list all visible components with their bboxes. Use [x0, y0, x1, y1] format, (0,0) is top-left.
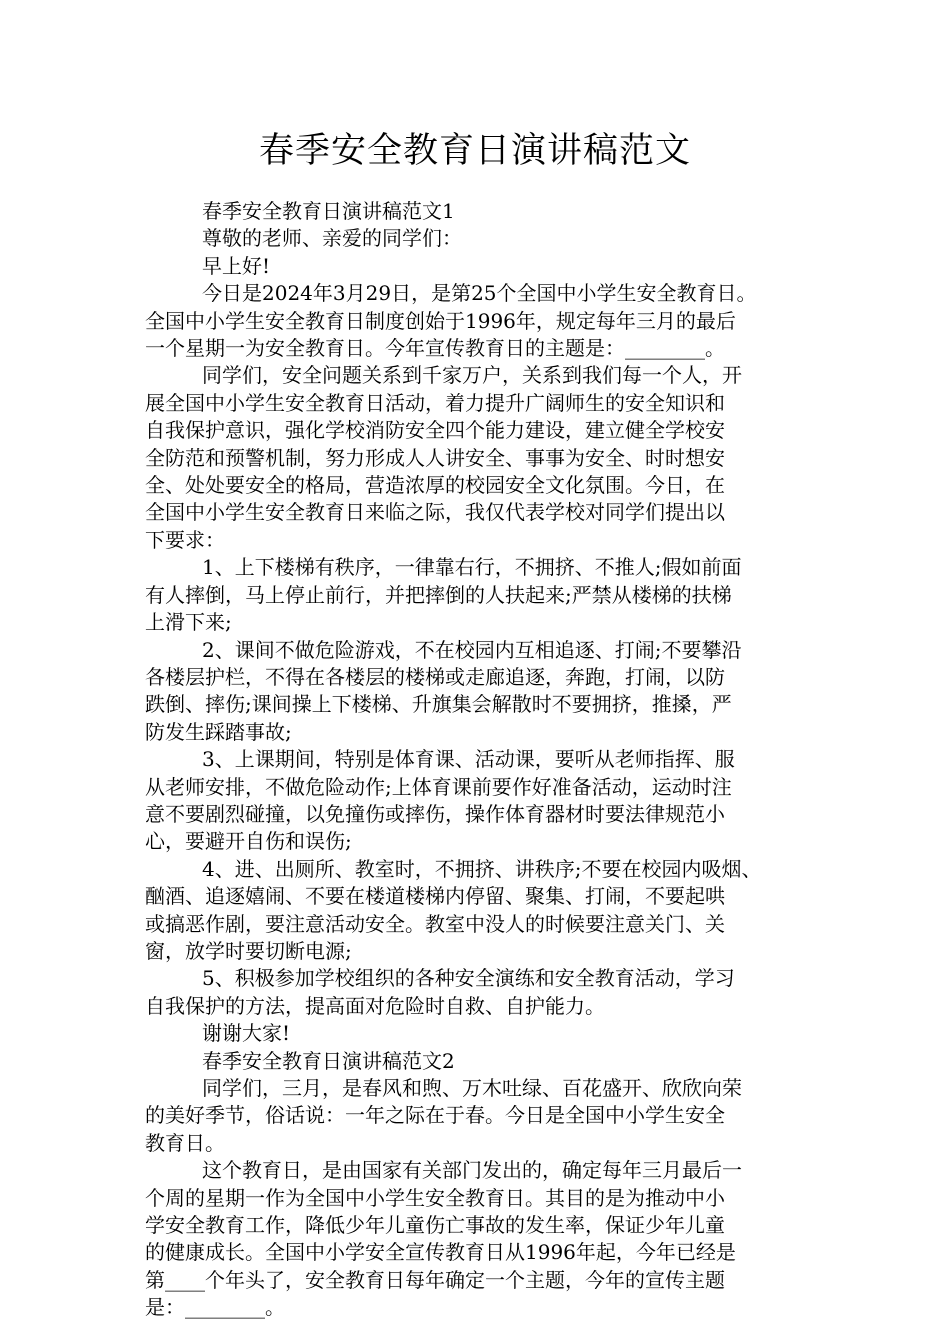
- text-line: 自我保护的方法，提高面对危险时自救、自护能力。: [145, 993, 605, 1018]
- text-line: 或搞恶作剧，要注意活动安全。教室中没人的时候要注意关门、关: [145, 911, 725, 936]
- text-line: 全、处处要安全的格局，营造浓厚的校园安全文化氛围。今日，在: [145, 473, 725, 498]
- text-line: 从老师安排，不做危险动作;上体育课前要作好准备活动，运动时注: [145, 774, 732, 799]
- text-line: 酗酒、追逐嬉闹、不要在楼道楼梯内停留、聚集、打闹，不要起哄: [145, 884, 725, 909]
- text-line: 是：________。: [145, 1295, 285, 1320]
- text-line: 的健康成长。全国中小学安全宣传教育日从1996年起，今年已经是: [145, 1240, 736, 1265]
- text-line: 心，要避开自伤和误伤;: [145, 829, 352, 854]
- text-line: 各楼层护栏，不得在各楼层的楼梯或走廊追逐，奔跑，打闹，以防: [145, 664, 725, 689]
- text-line: 全防范和预警机制，努力形成人人讲安全、事事为安全、时时想安: [145, 445, 725, 470]
- text-line: 的美好季节，俗话说：一年之际在于春。今日是全国中小学生安全: [145, 1103, 725, 1128]
- text-line: 早上好!: [202, 253, 271, 278]
- text-line: 第____个年头了，安全教育日每年确定一个主题，今年的宣传主题: [145, 1267, 725, 1292]
- text-line: 春季安全教育日演讲稿范文1: [202, 199, 455, 223]
- text-line: 春季安全教育日演讲稿范文2: [202, 1048, 455, 1073]
- text-line: 全国中小学生安全教育日制度创始于1996年，规定每年三月的最后: [145, 308, 736, 333]
- text-line: 3、上课期间，特别是体育课、活动课，要听从老师指挥、服: [202, 747, 735, 772]
- text-line: 有人摔倒，马上停止前行，并把摔倒的人扶起来;严禁从楼梯的扶梯: [145, 582, 732, 607]
- text-line: 一个星期一为安全教育日。今年宣传教育日的主题是：________。: [145, 336, 725, 361]
- text-line: 谢谢大家!: [202, 1021, 291, 1046]
- text-line: 窗，放学时要切断电源;: [145, 938, 352, 963]
- text-line: 4、进、出厕所、教室时，不拥挤、讲秩序;不要在校园内吸烟、: [202, 856, 762, 881]
- text-line: 防发生踩踏事故;: [145, 719, 292, 744]
- text-line: 个周的星期一作为全国中小学生安全教育日。其目的是为推动中小: [145, 1185, 725, 1210]
- text-line: 上滑下来;: [145, 610, 232, 635]
- text-line: 跌倒、摔伤;课间操上下楼梯、升旗集会解散时不要拥挤，推搡，严: [145, 692, 732, 717]
- text-line: 今日是2024年3月29日，是第25个全国中小学生安全教育日。: [202, 281, 757, 306]
- text-line: 同学们，安全问题关系到千家万户，关系到我们每一个人，开: [202, 363, 742, 388]
- text-line: 尊敬的老师、亲爱的同学们：: [202, 226, 462, 251]
- document-body: [145, 198, 810, 1322]
- text-line: 下要求：: [145, 527, 225, 552]
- text-line: 2、课间不做危险游戏，不在校园内互相追逐、打闹;不要攀沿: [202, 637, 742, 662]
- text-line: 学安全教育工作，降低少年儿童伤亡事故的发生率，保证少年儿童: [145, 1213, 725, 1238]
- text-line: 意不要剧烈碰撞，以免撞伤或摔伤，操作体育器材时要法律规范小: [145, 801, 725, 826]
- document-title: 春季安全教育日演讲稿范文: [258, 131, 691, 171]
- text-line: 教育日。: [145, 1130, 225, 1155]
- text-line: 这个教育日，是由国家有关部门发出的，确定每年三月最后一: [202, 1158, 742, 1183]
- text-line: 自我保护意识，强化学校消防安全四个能力建设，建立健全学校安: [145, 418, 725, 443]
- text-line: 5、积极参加学校组织的各种安全演练和安全教育活动，学习: [202, 966, 735, 991]
- text-line: 展全国中小学生安全教育日活动，着力提升广阔师生的安全知识和: [145, 390, 725, 415]
- text-line: 全国中小学生安全教育日来临之际，我仅代表学校对同学们提出以: [145, 500, 725, 525]
- text-line: 同学们，三月，是春风和煦、万木吐绿、百花盛开、欣欣向荣: [202, 1076, 742, 1100]
- text-line: 1、上下楼梯有秩序，一律靠右行，不拥挤、不推人;假如前面: [202, 555, 742, 580]
